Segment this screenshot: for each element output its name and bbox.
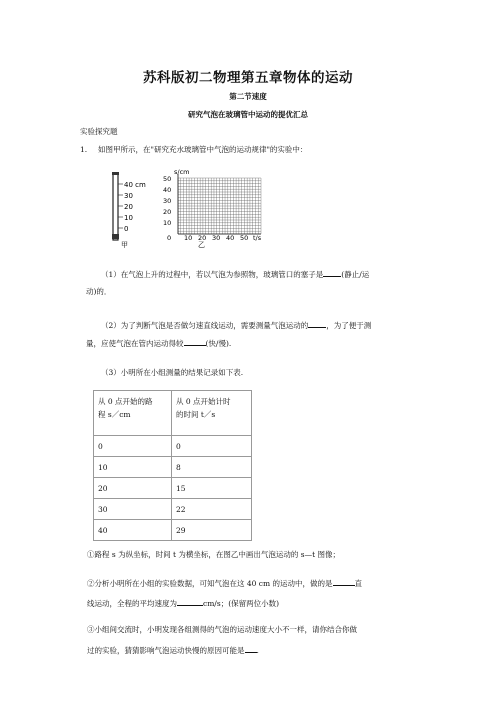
x-tick: 0: [167, 234, 172, 242]
table-cell: 30: [94, 499, 172, 520]
answer-blank[interactable]: [323, 268, 341, 277]
table-header-cell: 从 0 点开始计时 的时间 t／s: [172, 391, 252, 436]
question-number: 1.: [80, 145, 88, 154]
figure-jia-tube: [110, 168, 160, 248]
subq2-text: 直: [354, 579, 363, 588]
x-tick: 40: [226, 234, 235, 242]
part1-line2: 动)的．: [86, 287, 112, 296]
x-tick: 30: [212, 234, 221, 242]
part2-text: ，为了便于测: [326, 321, 372, 330]
answer-blank[interactable]: [308, 319, 326, 328]
ruler-label: 10: [124, 214, 133, 222]
answer-blank[interactable]: [333, 577, 355, 586]
table-cell: 22: [172, 499, 252, 520]
ruler-label: 40 cm: [124, 181, 146, 189]
part3-intro: （3）小明所在小组测量的结果记录如下表.: [101, 368, 244, 377]
subq2-text: 线运动，全程的平均速度为: [87, 599, 177, 608]
table-row: [94, 457, 252, 478]
subq3-line2: [87, 644, 259, 655]
subq2-line2: [87, 597, 279, 608]
answer-blank[interactable]: [245, 644, 257, 653]
subq3-text: .: [256, 646, 259, 655]
table-cell: 10: [94, 457, 172, 478]
table-cell: 0: [172, 436, 252, 457]
data-table: [93, 390, 252, 541]
subq3-line1: ③小组间交流时，小明发现各组测得的气泡的运动速度大小不一样，请你结合你做: [87, 625, 357, 634]
table-cell: 0: [94, 436, 172, 457]
ruler-label: 0: [124, 225, 129, 233]
subtitle: 研究气泡在玻璃管中运动的提优汇总: [188, 110, 308, 119]
section-heading: 第二节速度: [229, 92, 267, 101]
table-cell: 8: [172, 457, 252, 478]
part1-line1: [101, 268, 369, 279]
answer-blank[interactable]: [184, 337, 206, 346]
table-header-row: [94, 391, 252, 436]
figure-caption-yi: 乙: [198, 241, 205, 248]
glass-tube: [113, 174, 118, 240]
part1-text: （1）在气泡上升的过程中，若以气泡为参照物，玻璃管口的塞子是: [101, 270, 324, 279]
tube-bottom: [112, 234, 119, 239]
x-tick: 10: [184, 234, 193, 242]
table-row: [94, 436, 252, 457]
x-tick: 50: [240, 234, 249, 242]
category-label: 实验探究题: [80, 127, 118, 136]
table-row: [94, 520, 252, 541]
table-cell: 15: [172, 478, 252, 499]
question-stem: 如图甲所示，在"研究充水玻璃管中气泡的运动规律"的实验中：: [98, 145, 308, 154]
y-axis-label: s/cm: [174, 168, 190, 176]
part2-line1: [101, 319, 371, 330]
table-cell: 29: [172, 520, 252, 541]
table-cell: 20: [94, 478, 172, 499]
y-tick: 40: [163, 186, 172, 194]
table-cell: 40: [94, 520, 172, 541]
part1-tail: (静止/运: [341, 270, 370, 279]
subq1: ①路程 s 为纵坐标，时间 t 为横坐标，在图乙中画出气泡运动的 s—t 图像；: [87, 550, 341, 559]
page-title: 苏科版初二物理第五章物体的运动: [143, 70, 353, 86]
answer-blank[interactable]: [177, 597, 203, 606]
part2-line2: [86, 337, 231, 348]
figure-yi-grid: [160, 166, 275, 248]
table-row: [94, 499, 252, 520]
ruler-label: 30: [124, 192, 133, 200]
figure-caption-jia: 甲: [121, 241, 128, 248]
part2-text: 量，应使气泡在管内运动得较: [86, 339, 184, 348]
y-tick: 10: [163, 219, 172, 227]
y-tick: 20: [163, 208, 172, 216]
subq3-text: 过的实验，猜猜影响气泡运动快慢的原因可能是: [87, 646, 245, 655]
subq2-text: ②分析小明所在小组的实验数据，可知气泡在这 40 cm 的运动中，做的是: [87, 579, 333, 588]
subq2-line1: [87, 577, 362, 588]
part2-text: （2）为了判断气泡是否做匀速直线运动，需要测量气泡运动的: [101, 321, 309, 330]
table-row: [94, 478, 252, 499]
ruler-label: 20: [124, 203, 133, 211]
y-tick: 50: [163, 175, 172, 183]
tube-stopper: [112, 172, 119, 175]
subq2-text: cm/s；(保留两位小数): [203, 599, 280, 608]
y-tick: 30: [163, 197, 172, 205]
x-axis-label: t/s: [253, 234, 262, 242]
table-header-cell: 从 0 点开始的路 程 s／cm: [94, 391, 172, 436]
part2-text: (快/慢).: [205, 339, 232, 348]
x-tick: 20: [198, 234, 207, 242]
